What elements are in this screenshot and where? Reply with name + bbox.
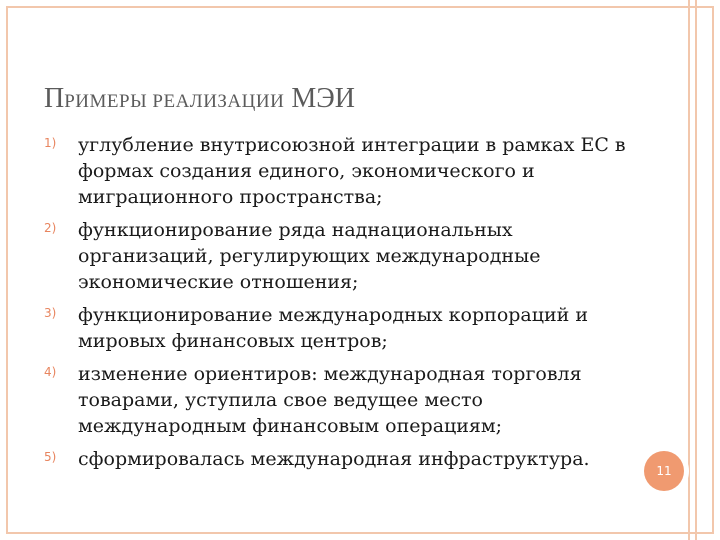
bullet-list xyxy=(44,132,644,479)
item-text: функционирование международных корпораций и мировых финансовых центров; xyxy=(78,304,589,352)
decorative-line xyxy=(695,0,697,540)
item-number: 5) xyxy=(44,450,57,464)
item-number: 4) xyxy=(44,365,57,379)
list-item xyxy=(44,446,644,472)
list-item xyxy=(44,217,644,295)
list-item xyxy=(44,132,644,210)
item-number: 3) xyxy=(44,306,57,320)
title-smallcaps: РИМЕРЫ РЕАЛИЗАЦИИ xyxy=(64,91,285,112)
list-item xyxy=(44,361,644,439)
item-text: изменение ориентиров: международная торговля товарами, уступила свое ведущее место международным финансовым операциям; xyxy=(78,363,582,437)
item-text: функционирование ряда наднациональных организаций, регулирующих международные экономические отношения; xyxy=(78,219,541,293)
list-item xyxy=(44,302,644,354)
page-number-badge xyxy=(639,446,689,496)
item-text: сформировалась международная инфраструктура. xyxy=(78,448,590,470)
title-initial: П xyxy=(44,83,65,114)
item-number: 1) xyxy=(44,136,57,150)
item-text: углубление внутрисоюзной интеграции в рамках ЕС в формах создания единого, экономического и миграционного пространства; xyxy=(78,134,626,208)
title-tail: МЭИ xyxy=(284,83,355,114)
item-number: 2) xyxy=(44,221,57,235)
slide-title xyxy=(44,78,355,115)
decorative-line xyxy=(688,0,690,540)
page-number: 11 xyxy=(644,451,684,491)
